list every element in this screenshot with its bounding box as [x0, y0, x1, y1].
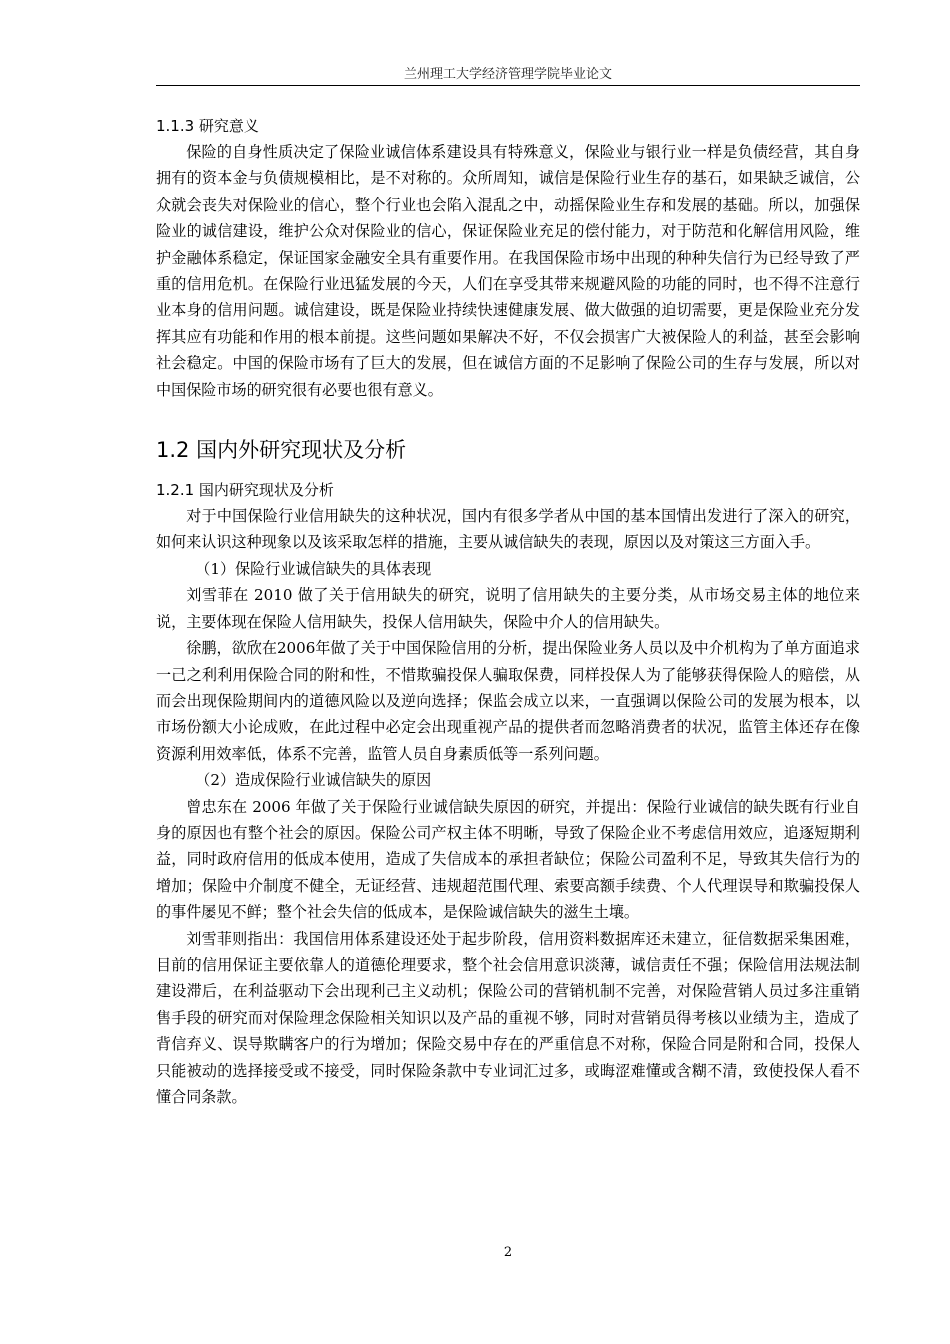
page-number: 2: [503, 1245, 513, 1260]
page-header: 兰州理工大学经济管理学院毕业论文: [403, 67, 612, 82]
paragraph-liu-xuefei-2010: 刘雪菲在 2010 做了关于信用缺失的研究，说明了信用缺失的主要分类，从市场交易主体的地位来说，主要体现在保险人信用缺失，投保人信用缺失，保险中介人的信用缺失。: [156, 586, 860, 631]
subheading-manifestations: （1）保险行业诚信缺失的具体表现: [195, 559, 432, 578]
header-rule: [156, 85, 860, 86]
paragraph-domestic-intro: 对于中国保险行业信用缺失的这种状况，国内有很多学者从中国的基本国情出发进行了深入的研究，如何来认识这种现象以及该采取怎样的措施，主要从诚信缺失的表现，原因以及对策这三方面入手。: [156, 507, 860, 552]
section-heading-1-2: 1.2 国内外研究现状及分析: [156, 438, 407, 463]
paragraph-xu-peng-2006: 徐鹏，欲欣在2006年做了关于中国保险信用的分析，提出保险业务人员以及中介机构为了单方面追求一己之利利用保险合同的附和性，不惜欺骗投保人骗取保费，同样投保人为了能够获得保险人的赔偿，从而会出现保险期间内的道德风险以及逆向选择；保监会成立以来，一直强调以保险公司的发展为根本，以市场份额大小论成败，在此过程中必定会出现重视产品的提供者而忽略消费者的状况，监管主体还存在像资源利用效率低，体系不完善，监管人员自身素质低等一系列问题。: [156, 639, 860, 763]
page-body: [156, 113, 860, 1110]
section-heading-1-1-3: 1.1.3 研究意义: [156, 117, 259, 135]
paragraph-zeng-zhongdong-2006: 曾忠东在 2006 年做了关于保险行业诚信缺失原因的研究，并提出：保险行业诚信的缺失既有行业自身的原因也有整个社会的原因。保险公司产权主体不明晰，导致了保险企业不考虑信用效应，追逐短期利益，同时政府信用的低成本使用，造成了失信成本的承担者缺位；保险公司盈利不足，导致其失信行为的增加；保险中介制度不健全，无证经营、违规超范围代理、索要高额手续费、个人代理误导和欺骗投保人的事件屡见不鲜；整个社会失信的低成本，是保险诚信缺失的滋生土壤。: [156, 797, 860, 922]
section-heading-1-2-1: 1.2.1 国内研究现状及分析: [156, 481, 334, 500]
paragraph-liu-xuefei-causes: 刘雪菲则指出：我国信用体系建设还处于起步阶段，信用资料数据库还未建立，征信数据采集困难，目前的信用保证主要依靠人的道德伦理要求，整个社会信用意识淡薄，诚信责任不强；保险信用法规法制建设滞后，在利益驱动下会出现利己主义动机；保险公司的营销机制不完善，对保险营销人员过多注重销售手段的研究而对保险理念保险相关知识以及产品的重视不够，同时对营销员得考核以业绩为主，造成了背信弃义、误导欺瞒客户的行为增加；保险交易中存在的严重信息不对称，保险合同是附和合同，投保人只能被动的选择接受或不接受，同时保险条款中专业词汇过多，或晦涩难懂或含糊不清，致使投保人看不懂合同条款。: [156, 929, 860, 1106]
subheading-causes: （2）造成保险行业诚信缺失的原因: [195, 771, 432, 790]
paragraph-research-significance: 保险的自身性质决定了保险业诚信体系建设具有特殊意义，保险业与银行业一样是负债经营，其自身拥有的资本金与负债规模相比，是不对称的。众所周知，诚信是保险行业生存的基石，如果缺乏诚信，公众就会丧失对保险业的信心，整个行业也会陷入混乱之中，动摇保险业生存和发展的基础。所以，加强保险业的诚信建设，维护公众对保险业的信心，保证保险业充足的偿付能力，对于防范和化解信用风险，维护金融体系稳定，保证国家金融安全具有重要作用。在我国保险市场中出现的种种失信行为已经导致了严重的信用危机。在保险行业迅猛发展的今天，人们在享受其带来规避风险的功能的同时，也不得不注意行业本身的信用问题。诚信建设，既是保险业持续快速健康发展、做大做强的迫切需要，更是保险业充分发挥其应有功能和作用的根本前提。这些问题如果解决不好，不仅会损害广大被保险人的利益，甚至会影响社会稳定。中国的保险市场有了巨大的发展，但在诚信方面的不足影响了保险公司的生存与发展，所以对中国保险市场的研究很有必要也很有意义。: [156, 143, 860, 399]
